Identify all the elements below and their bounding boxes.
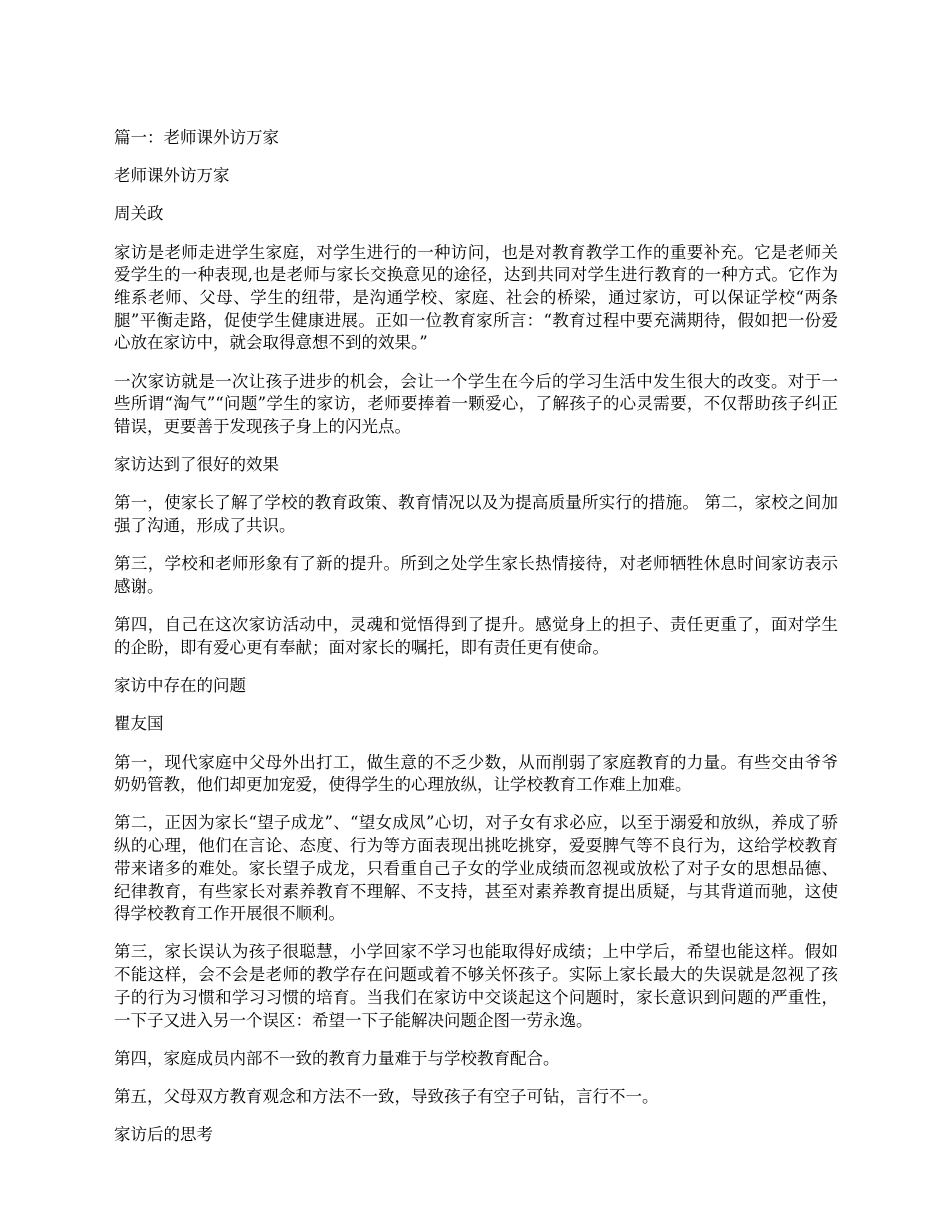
intro-paragraph-2: 一次家访就是一次让孩子进步的机会，会让一个学生在今后的学习生活中发生很大的改变。对于一些所谓“淘气”“问题”学生的家访，老师要捧着一颗爱心，了解孩子的心灵需要，不仅帮助孩子纠正错误，更要善于发现孩子身上的闪光点。: [114, 371, 838, 437]
section-heading-effects: 家访达到了很好的效果: [114, 455, 279, 475]
problems-paragraph-2: 第二，正因为家长“望子成龙”、“望女成凤”心切，对子女有求必应，以至于溺爱和放纵，养成了骄纵的心理，他们在言论、态度、行为等方面表现出挑吃挑穿，爱耍脾气等不良行为，这给学校教育带来诸多的难处。家长望子成龙，只看重自己子女的学业成绩而忽视或放松了对子女的思想品德、纪律教育，有些家长对素养教育不理解、不支持，甚至对素养教育提出质疑，与其背道而驰，这使得学校教育工作开展很不顺利。: [114, 813, 838, 924]
author-name: 周关政: [114, 204, 164, 224]
effects-paragraph-3: 第四，自己在这次家访活动中，灵魂和觉悟得到了提升。感觉身上的担子、责任更重了，面对学生的企盼，即有爱心更有奉献；面对家长的嘱托，即有责任更有使命。: [114, 615, 838, 657]
problems-paragraph-3: 第三，家长误认为孩子很聪慧，小学回家不学习也能取得好成绩；上中学后，希望也能这样。假如不能这样，会不会是老师的教学存在问题或着不够关怀孩子。实际上家长最大的失误就是忽视了孩子的行为习惯和学习习惯的培育。当我们在家访中交谈起这个问题时，家长意识到问题的严重性，一下子又进入另一个误区：希望一下子能解决问题企图一劳永逸。: [114, 942, 838, 1030]
problems-paragraph-1: 第一，现代家庭中父母外出打工，做生意的不乏少数，从而削弱了家庭教育的力量。有些交由爷爷奶奶管教，他们却更加宠爱，使得学生的心理放纵，让学校教育工作难上加难。: [114, 752, 838, 795]
intro-paragraph-1: 家访是老师走进学生家庭，对学生进行的一种访问，也是对教育教学工作的重要补充。它是老师关爱学生的一种表现,也是老师与家长交换意见的途径，达到共同对学生进行教育的一种方式。它作为维系老师、父母、学生的纽带，是沟通学校、家庭、社会的桥梁，通过家访，可以保证学校“两条腿”平衡走路，促使学生健康进展。正如一位教育家所言：“教育过程中要充满期待，假如把一份爱心放在家访中，就会取得意想不到的效果。”: [114, 242, 838, 353]
problems-paragraph-4: 第四，家庭成员内部不一致的教育力量难于与学校教育配合。: [114, 1048, 560, 1068]
document-page: [114, 127, 838, 1162]
series-title: 篇一：老师课外访万家: [114, 128, 279, 147]
effects-paragraph-1: 第一，使家长了解了学校的教育政策、教育情况以及为提高质量所实行的措施。 第二，家校之间加强了沟通，形成了共识。: [114, 493, 838, 536]
section-heading-problems: 家访中存在的问题: [114, 676, 246, 696]
problems-paragraph-5: 第五，父母双方教育观念和方法不一致，导致孩子有空子可钻，言行不一。: [114, 1087, 659, 1106]
document-title: 老师课外访万家: [114, 166, 230, 186]
section-author-name: 瞿友国: [114, 714, 164, 734]
effects-paragraph-2: 第三，学校和老师形象有了新的提升。所到之处学生家长热情接待，对老师牺牲休息时间家访表示感谢。: [114, 554, 838, 597]
section-heading-reflections: 家访后的思考: [114, 1125, 213, 1145]
